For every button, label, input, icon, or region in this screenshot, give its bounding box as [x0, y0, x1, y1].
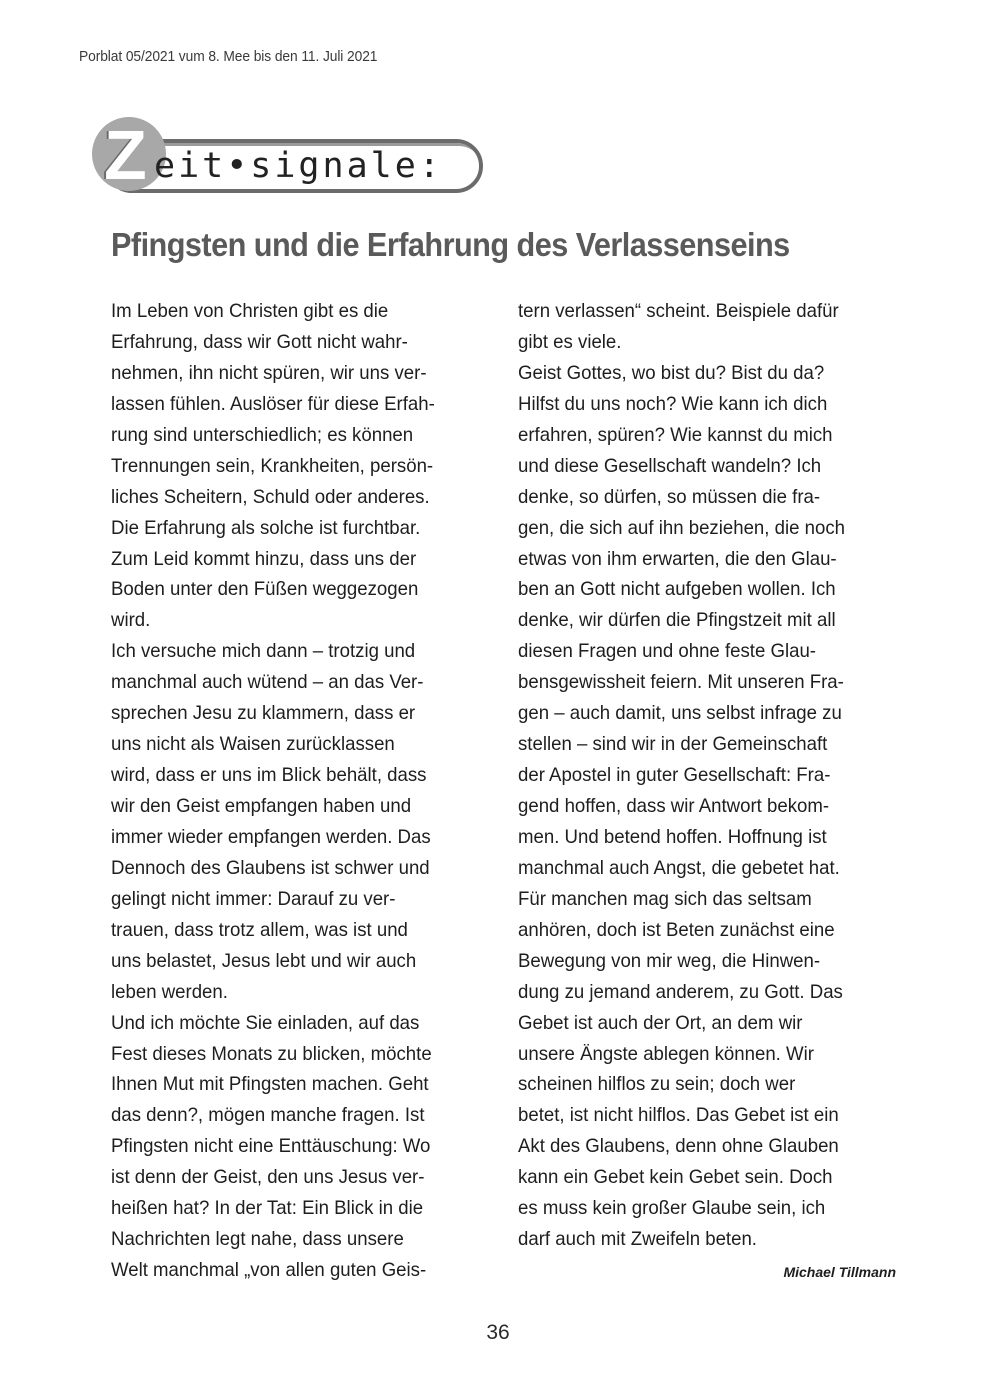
- text-line: stellen – sind wir in der Gemeinschaft: [518, 734, 828, 756]
- text-line: erfahren, spüren? Wie kannst du mich: [518, 424, 833, 446]
- text-line: etwas von ihm erwarten, die den Glau-: [518, 548, 837, 570]
- text-line: sprechen Jesu zu klammern, dass er: [111, 703, 416, 725]
- text-line: der Apostel in guter Gesellschaft: Fra-: [518, 765, 831, 787]
- text-line: rung sind unterschiedlich; es können: [111, 424, 414, 446]
- text-line: Trennungen sein, Krankheiten, persön-: [111, 455, 434, 477]
- text-line: Und ich möchte Sie einladen, auf das: [111, 1012, 420, 1034]
- text-line: Fest dieses Monats zu blicken, möchte: [111, 1043, 432, 1065]
- text-line: Nachrichten legt nahe, dass unsere: [111, 1229, 404, 1251]
- text-line: und diese Gesellschaft wandeln? Ich: [518, 455, 822, 477]
- page-number: 36: [486, 1321, 510, 1344]
- logo-text: eit•signale:: [154, 146, 443, 186]
- text-line: darf auch mit Zweifeln beten.: [518, 1229, 757, 1251]
- text-line: kann ein Gebet kein Gebet sein. Doch: [518, 1167, 833, 1189]
- text-line: Hilfst du uns noch? Wie kann ich dich: [518, 393, 828, 415]
- text-line: Die Erfahrung als solche ist furchtbar.: [111, 517, 421, 539]
- text-line: lassen fühlen. Auslöser für diese Erfah-: [111, 393, 435, 415]
- section-logo: [90, 115, 490, 197]
- text-line: anhören, doch ist Beten zunächst eine: [518, 919, 835, 941]
- article-column-right: [518, 297, 908, 1256]
- text-line: Bewegung von mir weg, die Hinwen-: [518, 950, 821, 972]
- text-line: Für manchen mag sich das seltsam: [518, 888, 812, 910]
- text-line: wir den Geist empfangen haben und: [111, 796, 412, 817]
- text-line: trauen, dass trotz allem, was ist und: [111, 919, 408, 941]
- text-line: denke, wir dürfen die Pfingstzeit mit all: [518, 610, 836, 632]
- text-line: Dennoch des Glaubens ist schwer und: [111, 857, 430, 879]
- text-line: unsere Ängste ablegen können. Wir: [518, 1043, 814, 1065]
- text-line: men. Und betend hoffen. Hoffnung ist: [518, 826, 827, 848]
- text-line: diesen Fragen und ohne feste Glau-: [518, 641, 817, 663]
- text-line: Akt des Glaubens, denn ohne Glauben: [518, 1136, 839, 1158]
- text-line: gen, die sich auf ihn beziehen, die noch: [518, 517, 845, 539]
- text-line: Welt manchmal „von allen guten Geis-: [111, 1260, 427, 1282]
- author-byline: Michael Tillmann: [783, 1264, 896, 1280]
- running-head: Porblat 05/2021 vum 8. Mee bis den 11. Juli 2021: [79, 48, 378, 65]
- text-line: es muss kein großer Glaube sein, ich: [518, 1198, 826, 1220]
- article-column-left: [111, 297, 501, 1287]
- text-line: liches Scheitern, Schuld oder anderes.: [111, 486, 430, 508]
- text-line: immer wieder empfangen werden. Das: [111, 826, 431, 848]
- text-line: Geist Gottes, wo bist du? Bist du da?: [518, 362, 825, 384]
- text-line: gibt es viele.: [518, 331, 622, 353]
- text-line: Erfahrung, dass wir Gott nicht wahr-: [111, 331, 408, 353]
- logo-initial: Z: [104, 116, 147, 194]
- text-line: das denn?, mögen manche fragen. Ist: [111, 1105, 425, 1127]
- text-line: ben an Gott nicht aufgeben wollen. Ich: [518, 579, 836, 601]
- text-line: manchmal auch wütend – an das Ver-: [111, 672, 424, 694]
- text-line: Zum Leid kommt hinzu, dass uns der: [111, 548, 417, 570]
- text-line: Pfingsten nicht eine Enttäuschung: Wo: [111, 1136, 431, 1158]
- text-line: leben werden.: [111, 981, 228, 1003]
- text-line: heißen hat? In der Tat: Ein Blick in die: [111, 1198, 424, 1220]
- text-line: wird, dass er uns im Blick behält, dass: [111, 765, 427, 787]
- text-line: Ihnen Mut mit Pfingsten machen. Geht: [111, 1074, 429, 1096]
- text-line: uns belastet, Jesus lebt und wir auch: [111, 950, 417, 972]
- text-line: uns nicht als Waisen zurücklassen: [111, 734, 395, 756]
- text-line: Im Leben von Christen gibt es die: [111, 301, 389, 322]
- text-line: Gebet ist auch der Ort, an dem wir: [518, 1012, 803, 1034]
- text-line: denke, so dürfen, so müssen die fra-: [518, 486, 821, 508]
- text-line: ist denn der Geist, den uns Jesus ver-: [111, 1167, 425, 1189]
- text-line: gend hoffen, dass wir Antwort bekom-: [518, 796, 830, 817]
- text-line: betet, ist nicht hilflos. Das Gebet ist ein: [518, 1105, 839, 1127]
- text-line: scheinen hilflos zu sein; doch wer: [518, 1074, 796, 1096]
- text-line: Ich versuche mich dann – trotzig und: [111, 641, 416, 663]
- text-line: manchmal auch Angst, die gebetet hat.: [518, 857, 840, 879]
- text-line: gen – auch damit, uns selbst infrage zu: [518, 703, 842, 725]
- text-line: dung zu jemand anderem, zu Gott. Das: [518, 981, 843, 1003]
- text-line: Boden unter den Füßen weggezogen: [111, 579, 419, 601]
- text-line: wird.: [111, 610, 151, 632]
- text-line: tern verlassen“ scheint. Beispiele dafür: [518, 301, 839, 322]
- text-line: gelingt nicht immer: Darauf zu ver-: [111, 888, 396, 910]
- text-line: bensgewissheit feiern. Mit unseren Fra-: [518, 672, 844, 694]
- article-title: Pfingsten und die Erfahrung des Verlassenseins: [111, 226, 790, 263]
- text-line: nehmen, ihn nicht spüren, wir uns ver-: [111, 362, 427, 384]
